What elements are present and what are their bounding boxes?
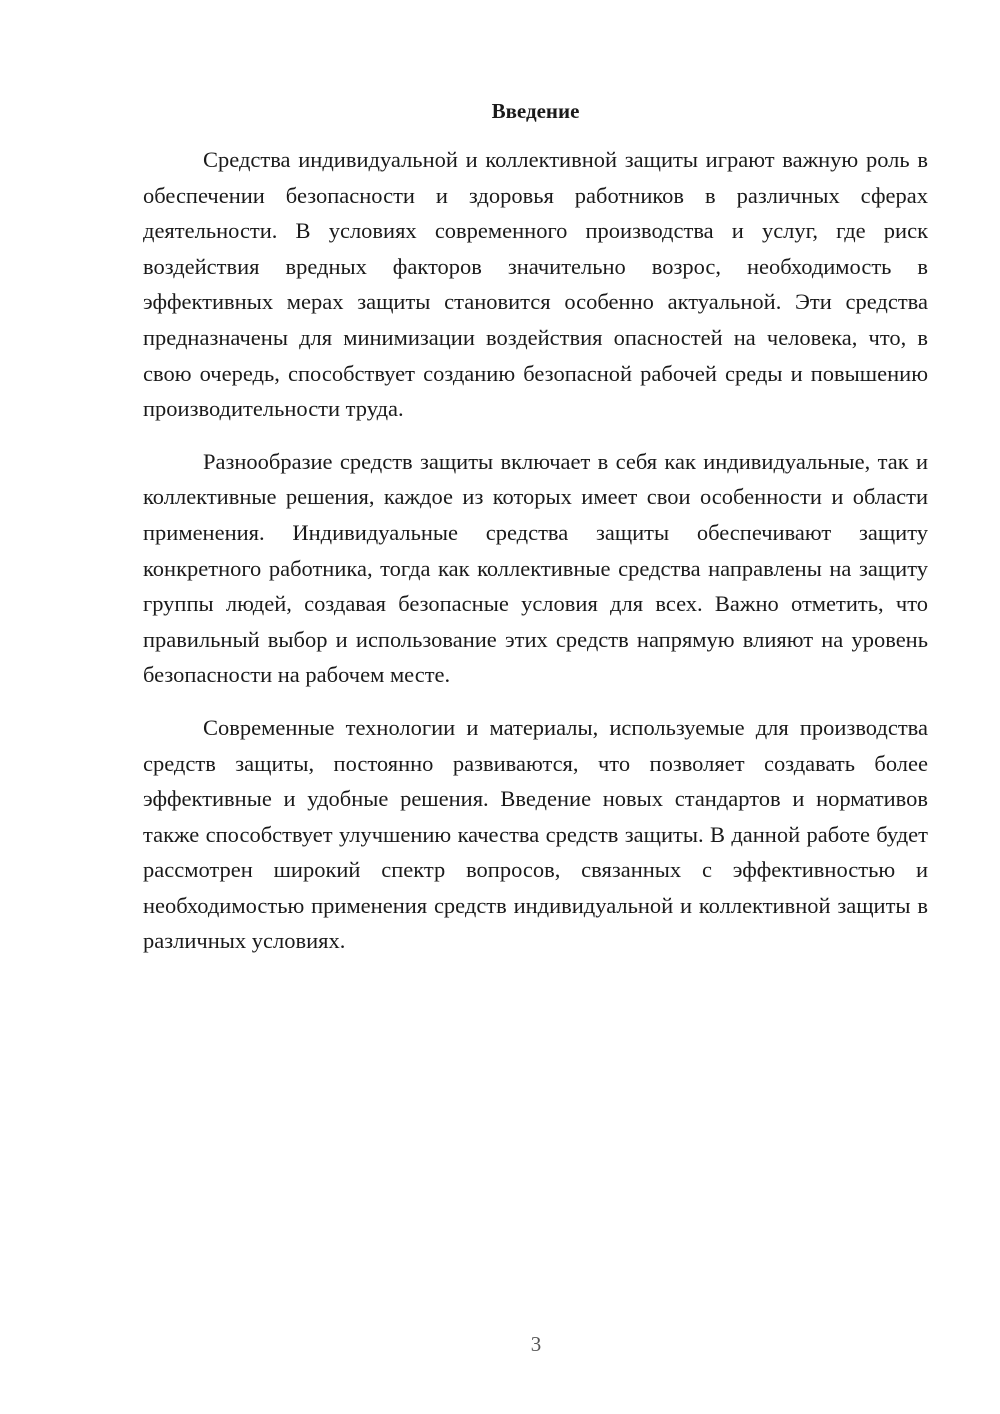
paragraph-2: Разнообразие средств защиты включает в себя как индивидуальные, так и коллективные решения, каждое из которых имеет свои особенности и области применения. Индивидуальные средства защиты обеспечивают защиту конкретного работника, тогда как коллективные средства направлены на защиту группы людей, создавая безопасные условия для всех. Важно отметить, что правильный выбор и использование этих средств напрямую влияют на уровень безопасности на рабочем месте. bbox=[143, 448, 928, 688]
paragraph-3: Современные технологии и материалы, используемые для производства средств защиты, постоянно развиваются, что позволяет создавать более эффективные и удобные решения. Введение новых стандартов и нормативов также способствует улучшению качества средств защиты. В данной работе будет рассмотрен широкий спектр вопросов, связанных с эффективностью и необходимостью применения средств индивидуальной и коллективной защиты в различных условиях. bbox=[143, 714, 928, 954]
body-text bbox=[143, 142, 928, 976]
section-title: Введение bbox=[491, 99, 580, 123]
page-number: 3 bbox=[530, 1332, 542, 1356]
paragraph-1: Средства индивидуальной и коллективной защиты играют важную роль в обеспечении безопасности и здоровья работников в различных сферах деятельности. В условиях современного производства и услуг, где риск воздействия вредных факторов значительно возрос, необходимость в эффективных мерах защиты становится особенно актуальной. Эти средства предназначены для минимизации воздействия опасностей на человека, что, в свою очередь, способствует созданию безопасной рабочей среды и повышению производительности труда. bbox=[143, 147, 928, 422]
